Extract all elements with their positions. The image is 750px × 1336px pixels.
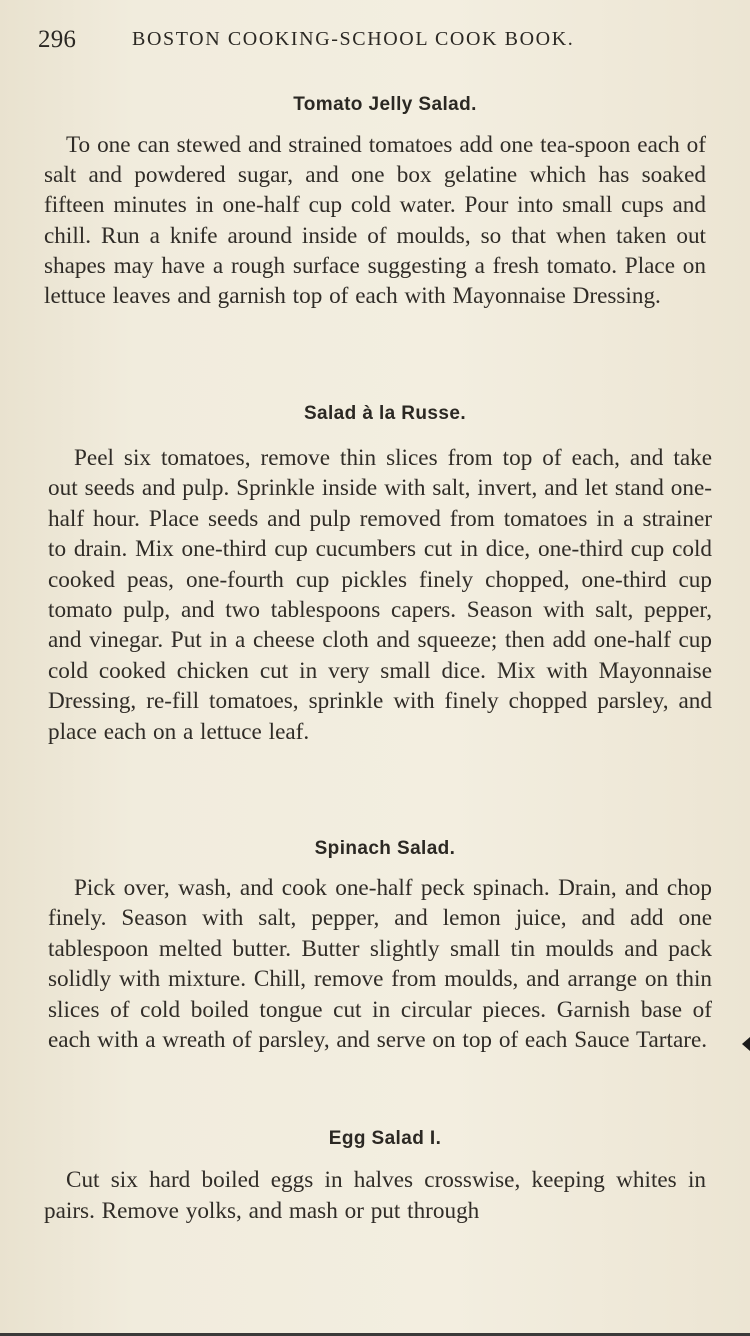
page-edge-marker [742,1037,750,1051]
recipe-title-egg-salad-i: Egg Salad I. [328,1128,442,1149]
recipe-title-salad-a-la-russe: Salad à la Russe. [303,403,467,424]
recipe-text-tomato-jelly-salad: To one can stewed and strained tomatoes add one tea-spoon each of salt and powdered sugar, and one box gelatine which has soaked fifteen minutes in one-half cup cold water. Pour into small cups and chill. Run a knife around inside of moulds, so that when taken out shapes may have a rough surface suggesting a fresh tomato. Place on lettuce leaves and garnish top of each with Mayonnaise Dressing. [44,132,706,310]
recipe-title-spinach-salad: Spinach Salad. [314,838,456,859]
page-number: 296 [38,26,77,53]
recipe-text-salad-a-la-russe: Peel six tomatoes, remove thin slices from top of each, and take out seeds and pulp. Sprinkle inside with salt, invert, and let stand one-half hour. Place seeds and pulp removed from tomatoes in a strainer to drain. Mix one-third cup cucumbers cut in dice, one-third cup cold cooked peas, one-fourth cup pickles finely chopped, one-third cup tomato pulp, and two tablespoons capers. Season with salt, pepper, and vinegar. Put in a cheese cloth and squeeze; then add one-half cup cold cooked chicken cut in very small dice. Mix with Mayonnaise Dressing, re-fill tomatoes, sprinkle with finely chopped parsley, and place each on a lettuce leaf. [48,445,712,745]
running-head [36,26,620,56]
recipe-text-spinach-salad: Pick over, wash, and cook one-half peck spinach. Drain, and chop finely. Season with salt, pepper, and lemon juice, and add one tablespoon melted butter. Butter slightly small tin moulds and pack solidly with mixture. Chill, remove from moulds, and arrange on thin slices of cold boiled tongue cut in circular pieces. Garnish base of each with a wreath of parsley, and serve on top of each Sauce Tartare. [48,875,712,1054]
recipe-text-egg-salad-i: Cut six hard boiled eggs in halves crosswise, keeping whites in pairs. Remove yolks, and mash or put through [44,1167,706,1224]
book-title: BOSTON COOKING-SCHOOL COOK BOOK. [132,28,575,50]
recipe-title-tomato-jelly-salad: Tomato Jelly Salad. [293,94,477,115]
